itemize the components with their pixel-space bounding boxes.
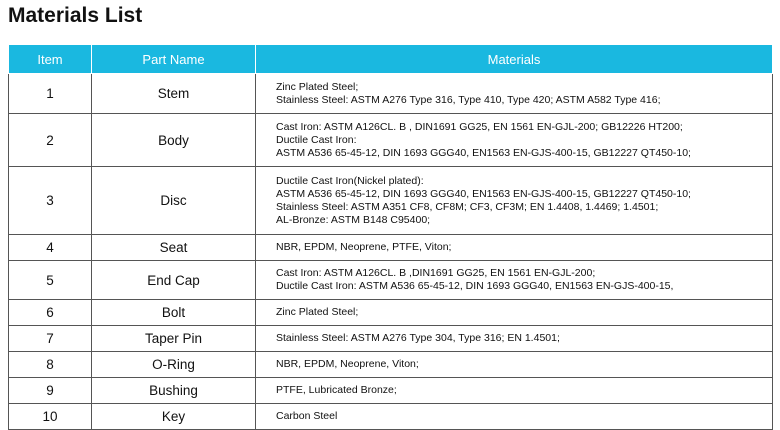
table-row xyxy=(9,378,773,404)
material-line: Stainless Steel: ASTM A276 Type 316, Type 410, Type 420; ASTM A582 Type 416; xyxy=(276,93,661,106)
part-name: Stem xyxy=(92,74,256,114)
material-line: ASTM A536 65-45-12, DIN 1693 GGG40, EN1563 EN-GJS-400-15, GB12227 QT450-10; xyxy=(276,146,691,159)
header-item: Item xyxy=(9,45,92,74)
table-row xyxy=(9,326,773,352)
table-row xyxy=(9,261,773,300)
materials-cell xyxy=(256,352,773,378)
item-number: 9 xyxy=(9,378,92,404)
material-line: ASTM A536 65-45-12, DIN 1693 GGG40, EN1563 EN-GJS-400-15, GB12227 QT450-10; xyxy=(276,187,691,200)
item-number: 2 xyxy=(9,114,92,167)
material-line: Ductile Cast Iron: xyxy=(276,133,357,146)
materials-cell xyxy=(256,167,773,235)
material-line: Zinc Plated Steel; xyxy=(276,306,359,318)
part-name: Bushing xyxy=(92,378,256,404)
materials-cell xyxy=(256,235,773,261)
material-line: Cast Iron: ASTM A126CL. B ,DIN1691 GG25, EN 1561 EN-GJL-200; xyxy=(276,267,596,279)
material-line: Cast Iron: ASTM A126CL. B , DIN1691 GG25, EN 1561 EN-GJL-200; GB12226 HT200; xyxy=(276,120,683,133)
materials-cell xyxy=(256,378,773,404)
table-row xyxy=(9,235,773,261)
materials-cell xyxy=(256,261,773,300)
table-row xyxy=(9,114,773,167)
item-number: 5 xyxy=(9,261,92,300)
item-number: 4 xyxy=(9,235,92,261)
material-line: NBR, EPDM, Neoprene, PTFE, Viton; xyxy=(276,241,452,253)
header-part-name: Part Name xyxy=(92,45,256,74)
item-number: 10 xyxy=(9,404,92,430)
item-number: 7 xyxy=(9,326,92,352)
materials-cell xyxy=(256,326,773,352)
material-line: Carbon Steel xyxy=(276,410,338,422)
material-line: Stainless Steel: ASTM A351 CF8, CF8M; CF3, CF3M; EN 1.4408, 1.4469; 1.4501; xyxy=(276,200,659,213)
item-number: 8 xyxy=(9,352,92,378)
part-name: Body xyxy=(92,114,256,167)
item-number: 3 xyxy=(9,167,92,235)
materials-cell xyxy=(256,404,773,430)
table-row xyxy=(9,352,773,378)
materials-cell xyxy=(256,74,773,114)
material-line: AL-Bronze: ASTM B148 C95400; xyxy=(276,213,431,226)
materials-cell xyxy=(256,300,773,326)
material-line: Zinc Plated Steel; xyxy=(276,80,359,93)
item-number: 1 xyxy=(9,74,92,114)
material-line: Stainless Steel: ASTM A276 Type 304, Type 316; EN 1.4501; xyxy=(276,332,560,344)
materials-cell xyxy=(256,114,773,167)
part-name: O-Ring xyxy=(92,352,256,378)
part-name: Taper Pin xyxy=(92,326,256,352)
part-name: Seat xyxy=(92,235,256,261)
header-materials: Materials xyxy=(256,45,773,74)
part-name: Key xyxy=(92,404,256,430)
material-line: Ductile Cast Iron: ASTM A536 65-45-12, DIN 1693 GGG40, EN1563 EN-GJS-400-15, xyxy=(276,280,674,292)
material-line: PTFE, Lubricated Bronze; xyxy=(276,384,397,396)
part-name: Bolt xyxy=(92,300,256,326)
materials-table xyxy=(8,44,773,430)
item-number: 6 xyxy=(9,300,92,326)
part-name: Disc xyxy=(92,167,256,235)
part-name: End Cap xyxy=(92,261,256,300)
table-row xyxy=(9,74,773,114)
table-row xyxy=(9,404,773,430)
page-title: Materials List xyxy=(8,4,143,27)
header-row xyxy=(9,45,773,74)
material-line: Ductile Cast Iron(Nickel plated): xyxy=(276,174,424,187)
material-line: NBR, EPDM, Neoprene, Viton; xyxy=(276,358,419,370)
table-row xyxy=(9,300,773,326)
table-row xyxy=(9,167,773,235)
